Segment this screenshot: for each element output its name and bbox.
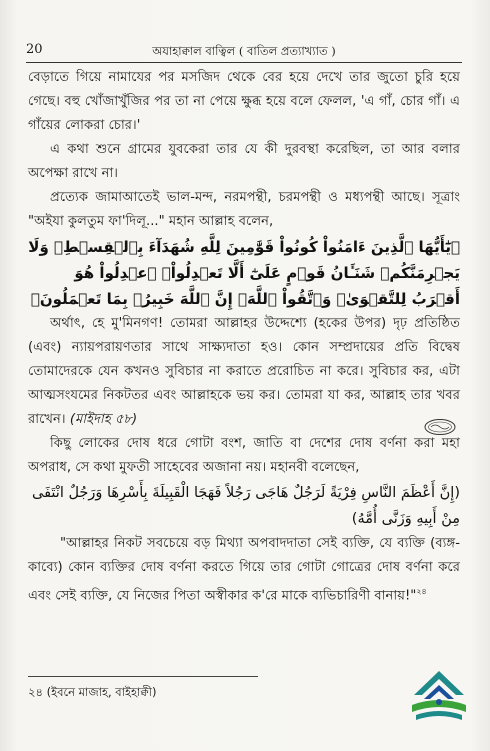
verse-translation: [28, 312, 460, 432]
hadith-translation: [28, 532, 460, 608]
hadith-intro: কিছু লোকের দোষ ধরে গোটা বংশ, জাতি বা দেশের দোষ বর্ণনা করা মহা অপরাধ, সে কথা মুফতী সাহেবের অজানা নয়। মহানবী বলেছেন,: [28, 436, 460, 475]
arabic-verse: ﴿يَٰٓأَيُّهَا ٱلَّذِينَ ءَامَنُواْ كُونُواْ قَوَّٰمِينَ لِلَّهِ شُهَدَآءَ بِٱلۡقِسۡطِۖ وَلَا يَجۡرِمَنَّكُمۡ شَنَـَٔانُ قَوۡمٍ عَلَىٰٓ أَلَّا تَعۡدِلُواْۚ ٱعۡدِلُواْ هُوَ أَقۡرَبُ لِلتَّقۡوَىٰۖ وَٱتَّقُواْ ٱللَّهَۚ إِنَّ ٱللَّهَ خَبِيرُۢ بِمَا تَعۡمَلُونَ﴾: [28, 238, 460, 308]
running-title: অযাহাক্বাল বাত্বিল ( বাতিল প্রত্যাখ্যাত ): [152, 44, 336, 58]
footnote-mark: ২৪: [416, 587, 427, 596]
publisher-logo-icon: [406, 665, 472, 731]
paragraph-2: এ কথা শুনে গ্রামের যুবকেরা তার যে কী দুরবস্থা করেছিল, তা আর বলার অপেক্ষা রাখে না।: [28, 142, 460, 181]
translation-text: অর্থাৎ, হে মু'মিনগণ! তোমরা আল্লাহর উদ্দেশ্যে (হকের উপর) দৃঢ় প্রতিষ্ঠিত (এবং) ন্যায়পরায়ণতার সাথে সাক্ষ্যদাতা হও। কোন সম্প্রদায়ের প্রতি বিদ্বেষ তোমাদেরকে যেন কখনও সুবিচার না করাতে প্ররোচিত না করে। সুবিচার কর, এটা আত্মসংযমের নিকটতর এবং আল্লাহকে ভয় কর। তোমরা যা কর, আল্লাহ তার খবর রাখেন।: [28, 316, 460, 427]
header-rule: [26, 62, 462, 63]
arabic-hadith: (إِنَّ أَعْظَمَ النَّاسِ فِرْيَةً لَرَجُلٌ هَاجَى رَجُلاً فَهَجَا الْقَبِيلَةَ بِأَسْرِهَا وَرَجُلٌ انْتَفَى مِنْ أَبِيهِ وَزَنَّى أُمَّهُ): [31, 485, 460, 527]
paragraph-1: বেড়াতে গিয়ে নামাযের পর মসজিদ থেকে বের হয়ে দেখে তার জুতো চুরি হয়ে গেছে। বহু খোঁজাখুঁজির পর তা না পেয়ে ক্ষুব্ধ হয়ে বলে ফেলল, 'এ গাঁ, চোর গাঁ। এ গাঁয়ের লোকরা চোর।': [28, 70, 460, 133]
paragraph-3: প্রত্যেক জামাআতেই ভাল-মন্দ, নরমপন্থী, চরমপন্থী ও মধ্যপন্থী আছে। সূত্রাং "অইযা কুলতুম ফা'দিলূ..." মহান আল্লাহ বলেন,: [28, 190, 460, 229]
verse-reference: (মাইদাহ ৫৮): [69, 412, 138, 427]
page-header: [26, 40, 462, 62]
footnote: ২৪ (ইবনে মাজাহ, বাইহাক্বী): [28, 685, 157, 699]
hadith-translation-text: "আল্লাহর নিকট সবচেয়ে বড় মিথ্যা অপবাদদাতা সেই ব্যক্তি, যে ব্যক্তি (ব্যঙ্গ-কাব্যে) কোন ব্যক্তির দোষ বর্ণনা করতে গিয়ে তার গোটা গোত্রের দোষ বর্ণনা করে এবং সেই ব্যক্তি, যে নিজের পিতা অস্বীকার ক'রে মাকে ব্যভিচারিণী বানায়!": [28, 536, 460, 604]
footnote-rule: [28, 676, 258, 677]
page-number: 20: [26, 42, 43, 57]
page-body: [28, 66, 460, 608]
salutation-seal-icon: [423, 418, 457, 436]
